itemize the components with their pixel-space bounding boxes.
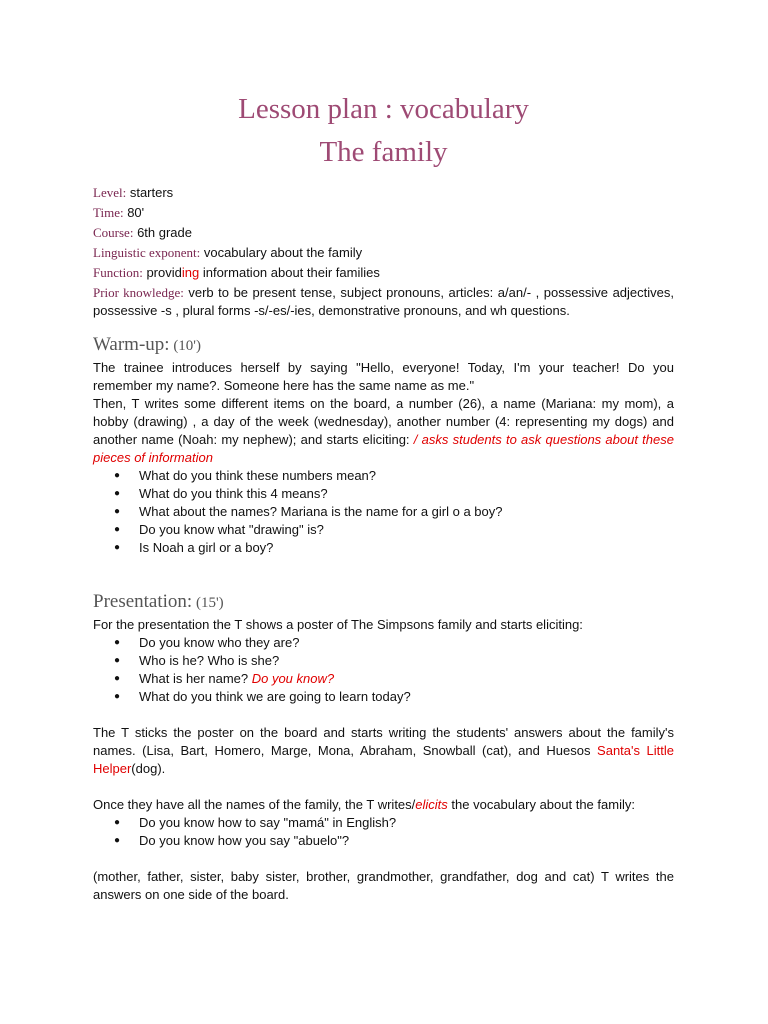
meta-prior (93, 284, 674, 320)
meta-function (93, 264, 674, 282)
poster-para-text: The T sticks the poster on the board and starts writing the students' answers about the family's names. (Lisa, Bart, Homero, Marge, Mona, Abraham, Snowball (cat), and Huesos (93, 725, 674, 758)
list-item: ● What do you think these numbers mean? (93, 467, 674, 485)
meta-prior-label: Prior knowledge: (93, 285, 184, 300)
list-item: ● Do you know how you say "abuelo"? (93, 832, 674, 850)
list-item-text: What do you think we are going to learn today? (139, 689, 411, 704)
presentation-question-list (93, 634, 674, 706)
presentation-vocab-list (93, 814, 674, 850)
meta-linguistic-label: Linguistic exponent: (93, 245, 201, 260)
names-para-pre: Once they have all the names of the family, the T writes/ (93, 797, 416, 812)
meta-level-value: starters (126, 185, 174, 200)
presentation-intro: For the presentation the T shows a poster of The Simpsons family and starts eliciting: (93, 617, 583, 632)
presentation-final-para: (mother, father, sister, baby sister, brother, grandmother, grandfather, dog and cat) T writes the answers on one side of the board. (93, 869, 674, 902)
warmup-heading (93, 336, 674, 355)
meta-level (93, 184, 674, 202)
meta-linguistic (93, 244, 674, 262)
meta-prior-value: verb to be present tense, subject pronouns, articles: a/an/- , possessive adjectives, possessive -s , plural forms -s/-es/-ies, demonstrative pronouns, and wh questions. (93, 285, 674, 318)
names-para-red: elicits (415, 797, 448, 812)
list-item (93, 688, 674, 706)
poster-para-red: Santa's Little Helper (93, 743, 675, 776)
meta-function-label: Function: (93, 265, 143, 280)
list-item-text: Who is he? Who is she? (139, 653, 280, 668)
page-title: Lesson plan : vocabulary (238, 93, 529, 125)
names-para-post: the vocabulary about the family: (447, 797, 635, 812)
warmup-heading-label: Warm-up: (93, 334, 170, 355)
list-item: ● Is Noah a girl or a boy? (93, 539, 674, 557)
list-item: ● What do you think this 4 means? (93, 485, 674, 503)
warmup-question-list (93, 467, 674, 557)
document-page (93, 88, 674, 904)
meta-course-value: 6th grade (133, 225, 192, 240)
meta-time-value: 80' (123, 205, 145, 220)
list-item: ● What about the names? Mariana is the name for a girl o a boy? (93, 503, 674, 521)
list-item: ● Do you know how to say "mamá" in English? (93, 814, 674, 832)
meta-course (93, 224, 674, 242)
presentation-poster-para (93, 724, 674, 778)
list-item (93, 634, 674, 652)
presentation-heading-time: (15') (192, 595, 224, 611)
meta-level-label: Level: (93, 185, 127, 200)
meta-function-value-post: information about their families (199, 265, 380, 280)
meta-course-label: Course: (93, 225, 134, 240)
warmup-para-2 (93, 395, 674, 467)
presentation-heading-label: Presentation: (93, 591, 193, 612)
meta-time-label: Time: (93, 205, 124, 220)
meta-function-value-red: ing (181, 265, 200, 280)
list-item (93, 670, 674, 688)
page-subtitle: The family (319, 136, 448, 168)
poster-para-end: (dog). (131, 761, 166, 776)
list-item-red: Do you know? (251, 671, 335, 686)
list-item (93, 652, 674, 670)
presentation-names-para (93, 796, 674, 814)
warmup-para-2-text: Then, T writes some different items on the board, a number (26), a name (Mariana: my mom), a hobby (drawing) , a day of the week (wednesday), another number (4: representing my dogs) and another name (Noah: my nephew); and starts eliciting: (93, 396, 674, 447)
presentation-heading (93, 593, 674, 612)
warmup-heading-time: (10') (169, 338, 202, 354)
meta-linguistic-value: vocabulary about the family (200, 245, 363, 260)
warmup-para-2-red: / asks students to ask questions about these pieces of information (93, 432, 674, 465)
list-item-text: What is her name? (139, 671, 252, 686)
meta-time (93, 204, 674, 222)
list-item-text: Do you know who they are? (139, 635, 300, 650)
list-item: ● Do you know what "drawing" is? (93, 521, 674, 539)
meta-function-value-pre: provid (142, 265, 182, 280)
warmup-para-1: The trainee introduces herself by saying "Hello, everyone! Today, I'm your teacher! Do you remember my name?. Someone here has the same name as me." (93, 360, 674, 393)
